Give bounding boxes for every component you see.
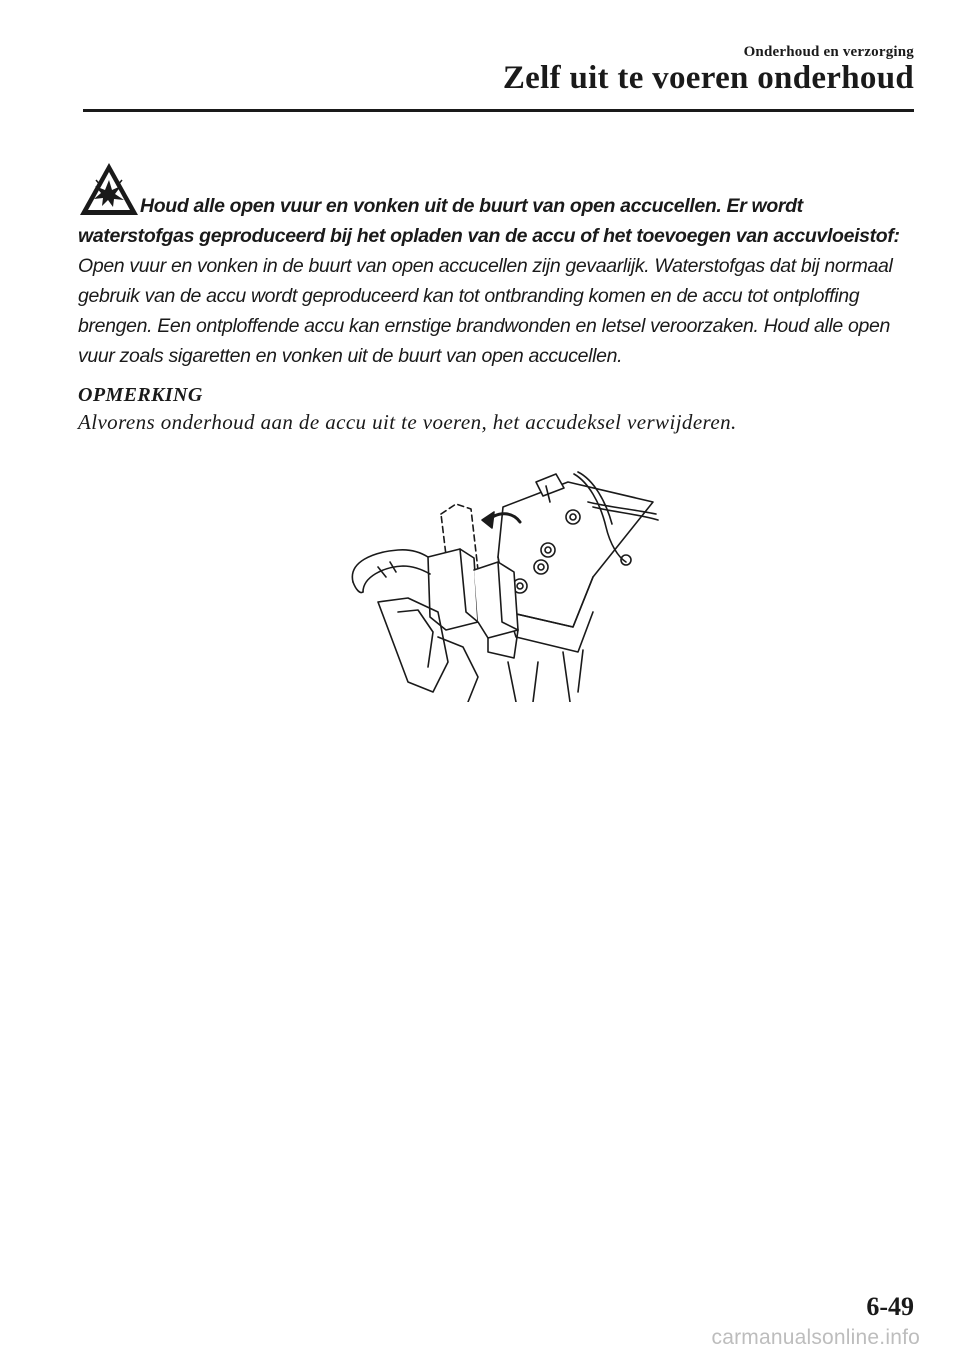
note-text: Alvorens onderhoud aan de accu uit te voeren, het accudeksel verwijderen. xyxy=(78,410,737,434)
page-number: 6-49 xyxy=(866,1292,914,1321)
battery-cover-illustration xyxy=(338,462,668,702)
explosion-warning-icon xyxy=(78,160,140,218)
page-title: Zelf uit te voeren onderhoud xyxy=(502,60,914,96)
watermark: carmanualsonline.info xyxy=(711,1326,920,1349)
note-label: OPMERKING xyxy=(78,384,203,406)
warning-body: Open vuur en vonken in de buurt van open accucellen zijn gevaarlijk. Waterstofgas dat bij normaal gebruik van de accu wordt geproduceerd kan tot ontbranding komen en de accu tot ontploffing brengen. Een ontploffende accu kan ernstige brandwonden en letsel veroorzaken. Houd alle open vuur zoals sigaretten en vonken uit de buurt van open accucellen. xyxy=(78,255,893,367)
warning-block xyxy=(78,160,918,371)
section-name: Onderhoud en verzorging xyxy=(743,44,914,60)
warning-heading: Houd alle open vuur en vonken uit de buurt van open accucellen. Er wordt waterstofgas geproduceerd bij het opladen van de accu of het toevoegen van accuvloeistof: xyxy=(78,195,900,247)
header-divider xyxy=(83,109,914,112)
